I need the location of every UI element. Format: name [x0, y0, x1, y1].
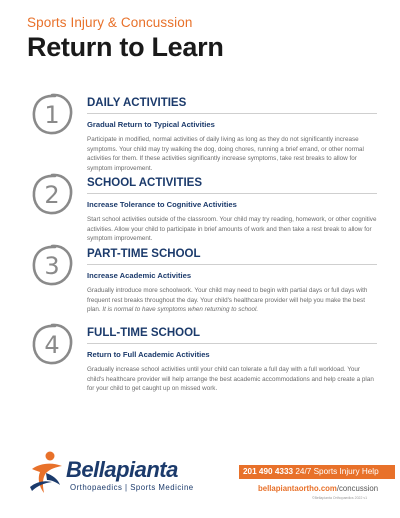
- page-title: Return to Learn: [27, 32, 224, 62]
- step-subheading: Increase Academic Activities: [87, 271, 192, 280]
- url-domain: bellapiantaortho.com: [258, 484, 337, 493]
- divider: [87, 343, 377, 344]
- divider: [87, 113, 377, 114]
- step-heading: DAILY ACTIVITIES: [87, 97, 187, 109]
- phone-number[interactable]: 201 490 4333: [243, 467, 294, 476]
- step-heading: FULL-TIME SCHOOL: [87, 327, 201, 339]
- website-link[interactable]: [258, 484, 378, 493]
- brand-logo: [26, 449, 201, 499]
- step-description: Start school activities outside of the classroom. Your child may try reading, homework, or other cognitive activities. Allow your child to participate in brief amounts of work and then take a rest break to allow for symptom improvement.: [87, 216, 377, 243]
- step-subheading: Increase Tolerance to Cognitive Activities: [87, 200, 237, 209]
- runner-logo-icon: [26, 449, 70, 497]
- step-number-icon: [30, 92, 74, 136]
- svg-text:3: 3: [44, 252, 60, 280]
- step-subheading: Gradual Return to Typical Activities: [87, 120, 215, 129]
- step-heading: SCHOOL ACTIVITIES: [87, 177, 203, 189]
- step-heading: PART-TIME SCHOOL: [87, 248, 201, 260]
- step-subheading: Return to Full Academic Activities: [87, 350, 210, 359]
- step-number-icon: [30, 172, 74, 216]
- svg-text:4: 4: [44, 331, 60, 359]
- fine-print: ©Bellapianta Orthopaedics 2022 v1: [312, 496, 368, 500]
- step-note: It is normal to have symptoms when returning to school.: [102, 306, 259, 314]
- step-description: Gradually increase school activities until your child can tolerate a full day with a full workload. Your child's healthcare provider will help arrange the best academic accommodations and help create a plan for your child to get caught up on missed work.: [87, 366, 374, 393]
- step-number-icon: [30, 322, 74, 366]
- page-header: [27, 15, 224, 63]
- step-description: Participate in modified, normal activities of daily living as long as they do not significantly increase symptoms. Your child may try walking the dog, doing chores, running a brief errand, or other normal activities for them. If these activities significantly increase symptoms, take rest breaks to allow for symptom improvement.: [87, 136, 364, 172]
- divider: [87, 193, 377, 194]
- phone-banner[interactable]: [239, 465, 395, 479]
- brand-name: Bellapianta: [66, 457, 178, 482]
- page-subtitle: Sports Injury & Concussion: [27, 15, 193, 30]
- svg-text:1: 1: [44, 101, 60, 129]
- step-description: Gradually introduce more schoolwork. Your child may need to begin with partial days or full days with frequent rest breaks throughout the day. Your child's healthcare provider will help you make the best plan. It is normal to have symptoms when returning to school.: [87, 287, 368, 314]
- svg-text:2: 2: [44, 181, 60, 209]
- divider: [87, 264, 377, 265]
- brand-tagline: Orthopaedics | Sports Medicine: [70, 483, 194, 492]
- step-number-icon: [30, 243, 74, 287]
- phone-label: 24/7 Sports Injury Help: [295, 467, 379, 476]
- url-path: /concussion: [336, 484, 379, 493]
